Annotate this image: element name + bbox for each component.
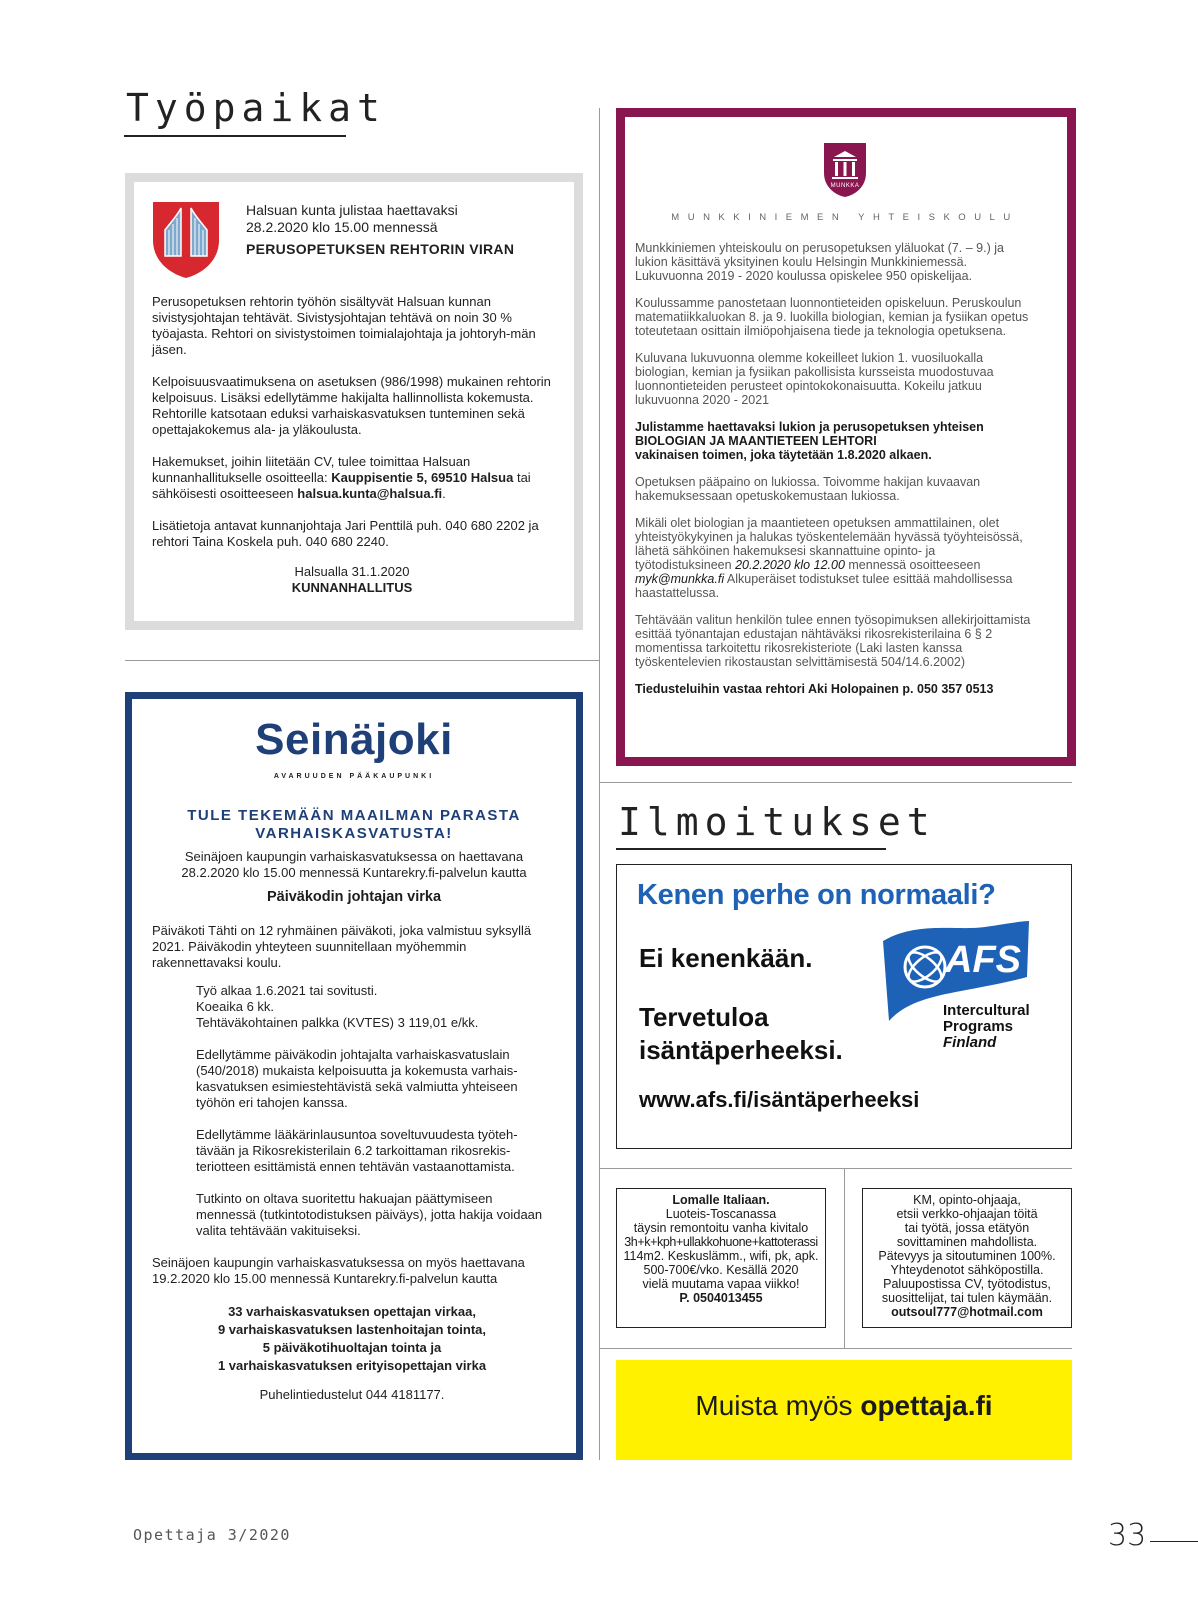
halsua-intro-line2: 28.2.2020 klo 15.00 mennessä <box>246 219 438 235</box>
italy-ad-phone: P. 0504013455 <box>679 1291 763 1305</box>
italy-ad-line: vielä muutama vapaa viikko! <box>642 1277 800 1291</box>
halsua-signature: KUNNANHALLITUS <box>291 580 413 595</box>
counselor-ad-line: etsii verkko-ohjaajan töitä <box>896 1207 1038 1221</box>
reminder-site-link[interactable]: opettaja.fi <box>860 1390 993 1421</box>
italy-ad-line: Luoteis-Toscanassa <box>665 1207 777 1221</box>
halsua-job-ad <box>125 173 583 630</box>
halsua-coat-of-arms <box>151 200 221 280</box>
seinajoki-paragraph-4: Tutkinto on oltava suoritettu hakuajan päättymiseen mennessä (tutkintotodistuksen päiväys), jotta hakija voidaan valita tehtävään vakituiseksi. <box>196 1191 543 1238</box>
munkka-paragraph-5: Mikäli olet biologian ja maantieteen opetuksen ammattilainen, olet yhteistyökykyinen ja halukas työskentelemään hyvässä työyhteisössä, lähetä sähköinen hakemuksesi skannattuine opinto- ja työtodistuksineen 20.2.2020 klo 12.00 mennessä osoitteeseen myk@munkka.fi Alkuperäiset todistukset tulee esittää mahdollisessa haastattelussa. <box>635 516 1023 600</box>
divider-right-top <box>599 782 1072 783</box>
opettaja-reminder-banner <box>616 1360 1072 1460</box>
seinajoki-logo: Seinäjoki <box>255 715 453 764</box>
seinajoki-terms: Työ alkaa 1.6.2021 tai sovitusti. Koeaika 6 kk. Tehtäväkohtainen palkka (KVTES) 3 119,01 e/kk. <box>196 983 479 1030</box>
seinajoki-intro: Seinäjoen kaupungin varhaiskasvatuksessa on haettavana 28.2.2020 klo 15.00 mennessä Kuntarekry.fi-palvelun kautta <box>181 849 527 880</box>
munkka-logo-text: MUNKKA <box>830 183 860 189</box>
divider-left-middle <box>125 660 599 661</box>
italy-ad-line: 114m2. Keskuslämm., wifi, pk, apk. <box>623 1249 819 1263</box>
counselor-ad-line: KM, opinto-ohjaaja, <box>913 1193 1021 1207</box>
italy-ad-line: 3h+k+kph+ullakkohuone+kattoterassi <box>624 1235 818 1249</box>
munkka-logo <box>820 141 870 199</box>
halsua-paragraph-3: Hakemukset, joihin liitetään CV, tulee toimittaa Halsuan kunnanhallitukselle osoitteella: Kauppisentie 5, 69510 Halsua tai sähköisesti osoitteeseen halsua.kunta@halsua.fi. <box>152 454 531 501</box>
seinajoki-paragraph-5: Seinäjoen kaupungin varhaiskasvatuksessa on myös haettavana 19.2.2020 klo 15.00 mennessä Kuntarekry.fi-palvelun kautta <box>152 1255 525 1286</box>
afs-line-1: Ei kenenkään. <box>639 943 813 973</box>
afs-ad <box>616 864 1072 1149</box>
jobs-section-title: Työpaikat <box>126 86 386 130</box>
seinajoki-paragraph-2: Edellytämme päiväkodin johtajalta varhaiskasvatuslain (540/2018) mukaista kelpoisuutta ja kokemusta varhais-kasvatuksen esimiestehtävistä sekä valmiutta yhteiseen työhön eri tahojen kanssa. <box>196 1047 518 1110</box>
halsua-intro-line1: Halsuan kunta julistaa haettavaksi <box>246 202 458 218</box>
seinajoki-paragraph-1: Päiväkoti Tähti on 12 ryhmäinen päiväkoti, joka valmistuu syksyllä 2021. Päiväkodin yhteyteen suunnitellaan myöhemmin rakennettavaksi koulu. <box>152 923 532 970</box>
afs-url-link[interactable]: www.afs.fi/isäntäperheeksi <box>639 1087 920 1112</box>
munkka-school-name: MUNKKINIEMEN YHTEISKOULU <box>671 212 1019 223</box>
afs-headline: Kenen perhe on normaali? <box>637 879 996 911</box>
munkka-email-link[interactable]: myk@munkka.fi <box>635 572 725 586</box>
seinajoki-tagline: AVARUUDEN PÄÄKAUPUNKI <box>273 773 435 780</box>
italy-ad-line: täysin remontoitu vanha kivitalo <box>633 1221 809 1235</box>
afs-organization: Intercultural Programs Finland <box>943 1002 1030 1051</box>
seinajoki-positions-list: 33 varhaiskasvatuksen opettajan virkaa, 9 varhaiskasvatuksen lastenhoitajan tointa, 5 päiväkotihuoltajan tointa ja 1 varhaiskasvatuksen erityisopettajan virka <box>217 1304 487 1373</box>
italy-ad-title: Lomalle Italiaan. <box>672 1193 770 1207</box>
munkka-paragraph-6: Tehtävään valitun henkilön tulee ennen työsopimuksen allekirjoittamista esittää työnantajan edustajan nähtäväksi rikosrekisterilaina 6 § 2 momentissa tarkoitettu rikosrekisteriote (Laki lasten kanssa työskentelevien rikostaustan selvittämisestä 504/14.6.2002) <box>635 613 1031 669</box>
munkka-announcement: Julistamme haettavaksi lukion ja perusopetuksen yhteisen BIOLOGIAN JA MAANTIETEEN LEHTORI vakinaisen toimen, joka täytetään 1.8.2020 alkaen. <box>635 420 984 462</box>
counselor-ad-line: Paluupostissa CV, työtodistus, <box>883 1277 1051 1291</box>
footer-page-rule <box>1150 1541 1198 1542</box>
munkka-contact: Tiedusteluihin vastaa rehtori Aki Holopainen p. 050 357 0513 <box>635 682 994 696</box>
seinajoki-position-title: Päiväkodin johtajan virka <box>266 889 442 905</box>
counselor-ad-line: suosittelijat, tai tulen käymään. <box>881 1291 1053 1305</box>
munkka-paragraph-1: Munkkiniemen yhteiskoulu on perusopetuksen yläluokat (7. – 9.) ja lukion käsittävä yksityinen koulu Helsingin Munkkiniemessä. Lukuvuonna 2019 - 2020 koulussa opiskelee 950 opiskelijaa. <box>635 241 1004 283</box>
italy-classified-ad <box>616 1188 826 1328</box>
divider-right-bottom <box>599 1348 1072 1349</box>
column-divider <box>599 108 600 1460</box>
halsua-paragraph-1: Perusopetuksen rehtorin työhön sisältyvät Halsuan kunnan sivistysjohtajan tehtävät. Sivistysjohtajan tehtävä on noin 30 % työajasta. Rehtori on sivistystoimen toimialajohtaja ja johtoryh-män jäsen. <box>152 294 536 357</box>
munkka-paragraph-4: Opetuksen pääpaino on lukiossa. Toivomme hakijan kuvaavan hakemuksessaan opetuskokemustaan lukiossa. <box>635 475 981 503</box>
divider-right-lower <box>599 1168 1072 1169</box>
seinajoki-job-ad <box>125 692 583 1460</box>
notices-title-underline <box>616 848 886 850</box>
seinajoki-phone: Puhelintiedustelut 044 4181177. <box>259 1387 445 1402</box>
counselor-ad-line: Yhteydenotot sähköpostilla. <box>890 1263 1044 1277</box>
counselor-ad-line: Pätevyys ja sitoutuminen 100%. <box>878 1249 1056 1263</box>
italy-ad-line: 500-700€/vko. Kesällä 2020 <box>643 1263 799 1277</box>
notices-section-title: Ilmoitukset <box>618 800 936 844</box>
counselor-classified-ad <box>862 1188 1072 1328</box>
small-ads-divider <box>844 1168 845 1348</box>
halsua-place-date: Halsualla 31.1.2020 <box>294 564 410 579</box>
counselor-ad-line: sovittaminen mahdollista. <box>896 1235 1038 1249</box>
counselor-ad-email[interactable]: outsoul777@hotmail.com <box>891 1305 1043 1319</box>
counselor-ad-line: tai työtä, jossa etätyön <box>904 1221 1030 1235</box>
afs-logo-text: AFS <box>945 939 1021 981</box>
footer-magazine-issue: Opettaja 3/2020 <box>133 1526 291 1544</box>
seinajoki-heading-line1: TULE TEKEMÄÄN MAAILMAN PARASTA <box>187 807 521 824</box>
halsua-position-title: PERUSOPETUKSEN REHTORIN VIRAN <box>246 241 515 257</box>
seinajoki-heading-line2: VARHAISKASVATUSTA! <box>255 825 453 842</box>
halsua-paragraph-2: Kelpoisuusvaatimuksena on asetuksen (986/1998) mukainen rehtorin kelpoisuus. Lisäksi edellytämme hakijalta hallinnollista kokemusta. Rehtorille katsotaan eduksi varhaiskasvatuksen tunteminen sekä opettajakokemus ala- ja yläkoulusta. <box>152 374 551 437</box>
halsua-address: Kauppisentie 5, 69510 Halsua <box>331 470 514 485</box>
munkka-paragraph-2: Koulussamme panostetaan luonnontieteiden opiskeluun. Peruskoulun matematiikkaluokan 8. ja 9. luokilla biologian, kemian ja fysiikan opetus toteutetaan osittain ilmiöpohjaisena tiede ja teknologia opetuksena. <box>635 296 1029 338</box>
munkka-paragraph-3: Kuluvana lukuvuonna olemme kokeilleet lukion 1. vuosiluokalla biologian, kemian ja fysiikan pakollisista kursseista muodostuvaa luonnontieteiden perusteet opintokokonaisuutta. Kokeilu jatkuu lukuvuonna 2020 - 2021 <box>635 351 994 407</box>
footer-page-number: 33 <box>1108 1518 1147 1553</box>
jobs-title-underline <box>124 135 346 137</box>
halsua-email-link[interactable]: halsua.kunta@halsua.fi <box>297 486 443 501</box>
afs-line-2: Tervetuloa isäntäperheeksi. <box>639 1002 843 1065</box>
halsua-paragraph-4: Lisätietoja antavat kunnanjohtaja Jari Penttilä puh. 040 680 2202 ja rehtori Taina Koskela puh. 040 680 2240. <box>152 518 539 549</box>
seinajoki-paragraph-3: Edellytämme lääkärinlausuntoa soveltuvuudesta työteh-tävään ja Rikosrekisterilain 6.2 tarkoittaman rikosrekis-teriotteen esittämistä ennen tehtävän vastaanottamista. <box>196 1127 518 1174</box>
reminder-text: Muista myös <box>695 1390 853 1421</box>
munkka-job-ad <box>616 108 1076 766</box>
